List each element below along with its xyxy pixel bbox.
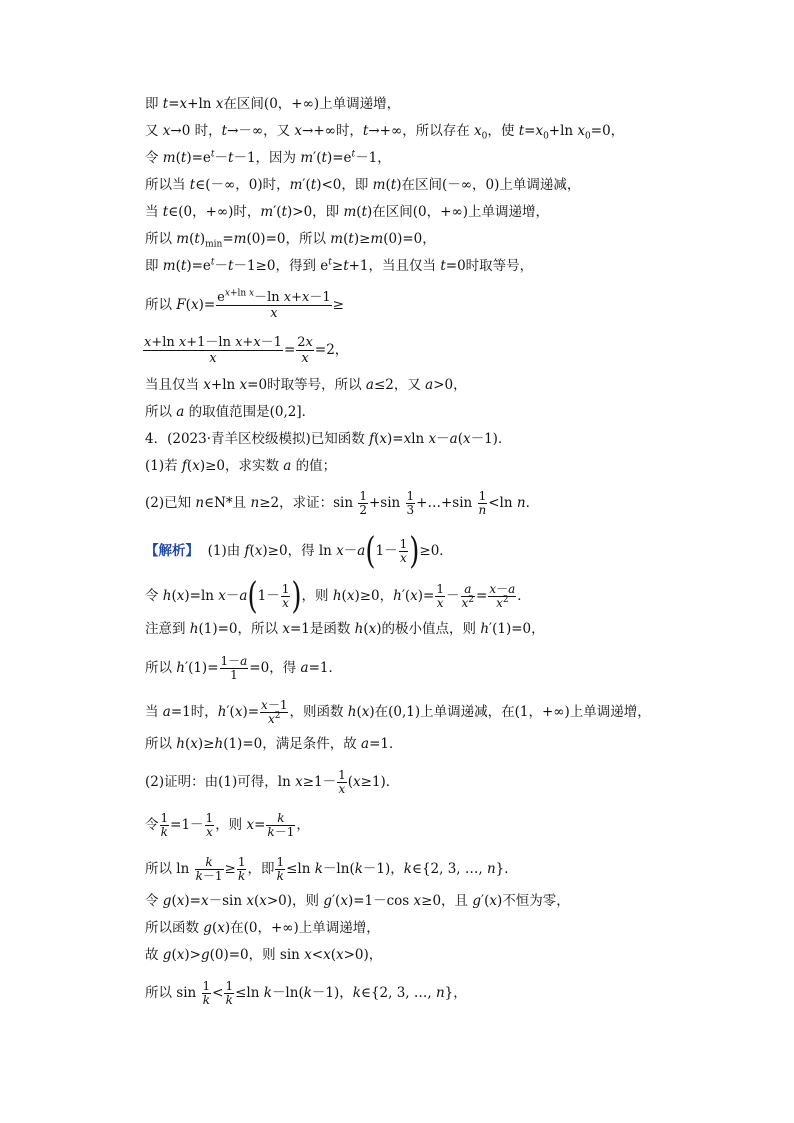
solution-line-1: 【解析】 (1)由 f(x)≥0，得 ln x－a(1－ $\frac{1}{x}$ )≥0． <box>145 530 453 573</box>
line-9: $\frac{\text{x+ln x+1－ln x+x－1}}{x}$ = $\frac{2x}{x}$ =2， <box>144 335 349 366</box>
line-11: 所以 a 的取值范围是(0,2]． <box>145 404 316 420</box>
solution-line-13: 所以 sin $\frac{1}{k}$ < $\frac{1}{k}$ ≤ln k－ln(k－1)，k∈{2, 3, …, n}， <box>145 979 467 1007</box>
solution-line-7: (2)证明：由(1)可得，ln x≥1－ $\frac{1}{x}$ (x≥1)． <box>145 768 400 796</box>
problem-4-title: 4．(2023·青羊区校级模拟)已知函数 f(x)=xln x－a(x－1)． <box>145 431 512 447</box>
line-4: 所以当 t∈(－∞，0)时，m′(t)<0，即 m(t)在区间(－∞，0)上单调递减， <box>145 177 581 193</box>
line-8: 所以 F(x)= $\frac{e^{x+ln x}-\ln x+x-1}{x}$ ≥ <box>145 288 344 321</box>
line-2: 又 x→0 时，t→－∞，又 x→+∞时，t→+∞，所以存在 $x_0$，使 $t=x_0+\ln$ $x_0=0$， <box>145 123 625 142</box>
solution-line-9: 所以 ln $\frac{k}{k-1}$ ≥ $\frac{1}{k}$ ，即 $\frac{1}{k}$ ≤ln k－ln(k－1)，k∈{2, 3, …, n}． <box>145 855 518 883</box>
line-7: 即 $m(t)=e^t-t-1\ge 0$，得到 $e^t\ge t+1$，当且仅当 t=0时取等号， <box>145 257 534 274</box>
line-1: 即 t=x+ln x在区间(0，+∞)上单调递增， <box>145 96 401 112</box>
solution-line-8: 令 $\frac{1}{k}$ =1－ $\frac{1}{x}$ ，则 x= $\frac{k}{k-1}$ ， <box>145 811 310 839</box>
solution-line-11: 所以函数 g(x)在(0，+∞)上单调递增， <box>145 920 380 936</box>
solution-line-3: 注意到 h(1)=0，所以 x=1是函数 h(x)的极小值点，则 h′(1)=0， <box>145 621 545 637</box>
solution-line-6: 所以 h(x)≥h(1)=0，满足条件，故 a=1． <box>145 736 403 752</box>
solution-line-10: 令 g(x)=x－sin x(x>0)，则 g′(x)=1－cos x≥0，且 g′(x)不恒为零， <box>145 893 570 909</box>
solution-line-2: 令 h(x)=ln x－a(1－ $\frac{1}{x}$ )，则 h(x)≥0，h′(x)= $\frac{1}{x}$ － $\frac{a}{x^2}$ = $\frac{x-a}{x^2}$ ． <box>145 575 531 618</box>
problem-4-part2: (2)已知 n∈N*且 n≥2，求证：sin $\frac{1}{2}$ +sin $\frac{1}{3}$ +…+sin $\frac{1}{n}$ <ln n． <box>145 489 540 517</box>
solution-line-4: 所以 h′(1)= $\frac{1-a}{1}$ =0，得 a=1． <box>145 654 342 682</box>
line-10: 当且仅当 x+ln x=0时取等号，所以 a≤2，又 a>0， <box>145 377 467 393</box>
analysis-tag: 【解析】 <box>145 543 199 559</box>
solution-line-12: 故 g(x)>g(0)=0，则 sin x<x(x>0)， <box>145 947 383 963</box>
solution-line-5: 当 a=1时，h′(x)= $\frac{x-1}{x^2}$ ，则函数 h(x)在(0,1)上单调递减，在(1，+∞)上单调递增， <box>145 698 651 726</box>
line-3: 令 $m(t)=e^t-t-1$，因为 $m'(t)=e^t-1$， <box>145 149 391 166</box>
line-6: 所以 $m(t)_{min}=m(0)=0$，所以 m(t)≥m(0)=0， <box>145 231 436 250</box>
line-5: 当 t∈(0，+∞)时，m′(t)>0，即 m(t)在区间(0，+∞)上单调递增， <box>145 204 549 220</box>
problem-4-part1: (1)若 f(x)≥0，求实数 a 的值； <box>145 458 337 474</box>
